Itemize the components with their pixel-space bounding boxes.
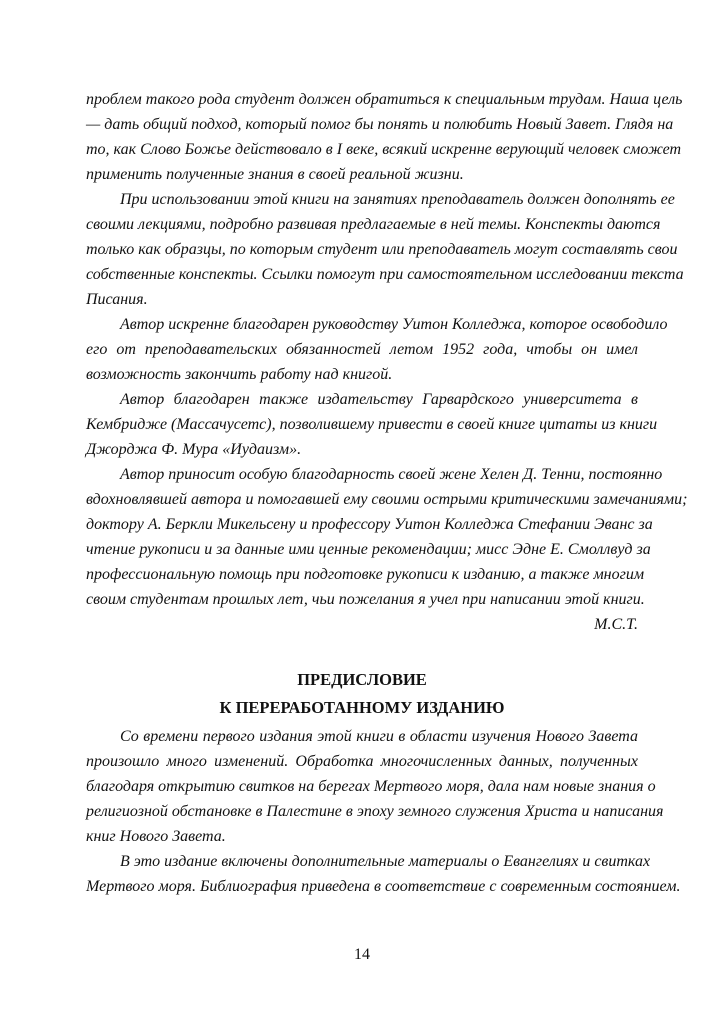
text-line: своим студентам прошлых лет, чьи пожелания я учел при написании этой книги. (86, 591, 645, 608)
text-line: только как образцы, по которым студент или преподаватель могут составлять свои (86, 241, 678, 258)
text-line: применить полученные знания в своей реальной жизни. (86, 166, 464, 183)
text-line: Автор приносит особую благодарность своей жене Хелен Д. Тенни, постоянно (120, 466, 663, 483)
paragraph (86, 849, 681, 899)
text-line: Джорджа Ф. Мура «Иудаизм». (86, 441, 302, 458)
text-line: вдохновлявшей автора и помогавшей ему своими острыми критическими замечаниями; (86, 491, 688, 508)
text-line: При использовании этой книги на занятиях преподаватель должен дополнять ее (120, 191, 675, 208)
text-line: благодаря открытию свитков на берегах Мертвого моря, дала нам новые знания о (86, 778, 656, 795)
paragraph (86, 462, 688, 612)
paragraph (86, 387, 658, 462)
text-line: Мертвого моря. Библиография приведена в соответствие с современным состоянием. (86, 878, 681, 895)
text-line: Кембридже (Массачусетс), позволившему привести в своей книге цитаты из книги (86, 416, 658, 433)
text-line: Автор благодарен также издательству Гарвардского университета в (120, 391, 638, 408)
heading-line-2: К ПЕРЕРАБОТАННОМУ ИЗДАНИЮ (219, 698, 505, 717)
text-line: религиозной обстановке в Палестине в эпоху земного служения Христа и написания (86, 803, 664, 820)
text-line: — дать общий подход, который помог бы понять и полюбить Новый Завет. Глядя на (86, 116, 674, 133)
section-heading (86, 666, 638, 722)
preface-body (86, 87, 688, 612)
text-line: проблем такого рода студент должен обратиться к специальным трудам. Наша цель (86, 91, 683, 108)
text-line: собственные конспекты. Ссылки помогут при самостоятельном исследовании текста (86, 266, 684, 283)
text-line: возможность закончить работу над книгой. (86, 366, 393, 383)
text-line: Автор искренне благодарен руководству Уитон Колледжа, которое освободило (120, 316, 668, 333)
text-line: доктору А. Беркли Микельсену и профессору Уитон Колледжа Стефании Эванс за (86, 516, 653, 533)
text-line: В это издание включены дополнительные материалы о Евангелиях и свитках (120, 853, 651, 870)
text-line: профессиональную помощь при подготовке рукописи к изданию, а также многим (86, 566, 645, 583)
text-line: произошло много изменений. Обработка многочисленных данных, полученных (86, 753, 638, 770)
page-number: 14 (354, 946, 370, 963)
text-line: его от преподавательских обязанностей летом 1952 года, чтобы он имел (86, 341, 638, 358)
signature: М.С.Т. (594, 616, 638, 633)
paragraph (86, 312, 668, 387)
text-line: чтение рукописи и за данные ими ценные рекомендации; мисс Эдне Е. Смоллвуд за (86, 541, 651, 558)
text-line: то, как Слово Божье действовало в I веке, всякий искренне верующий человек сможет (86, 141, 682, 158)
text-line: книг Нового Завета. (86, 828, 226, 845)
text-line: Писания. (86, 291, 148, 308)
text-line: своими лекциями, подробно развивая предлагаемые в ней темы. Конспекты даются (86, 216, 661, 233)
paragraph (86, 724, 664, 849)
paragraph (86, 187, 684, 312)
heading-line-1: ПРЕДИСЛОВИЕ (297, 670, 427, 689)
paragraph (86, 87, 683, 187)
text-line: Со времени первого издания этой книги в области изучения Нового Завета (120, 728, 638, 745)
revised-preface-body (86, 724, 681, 899)
